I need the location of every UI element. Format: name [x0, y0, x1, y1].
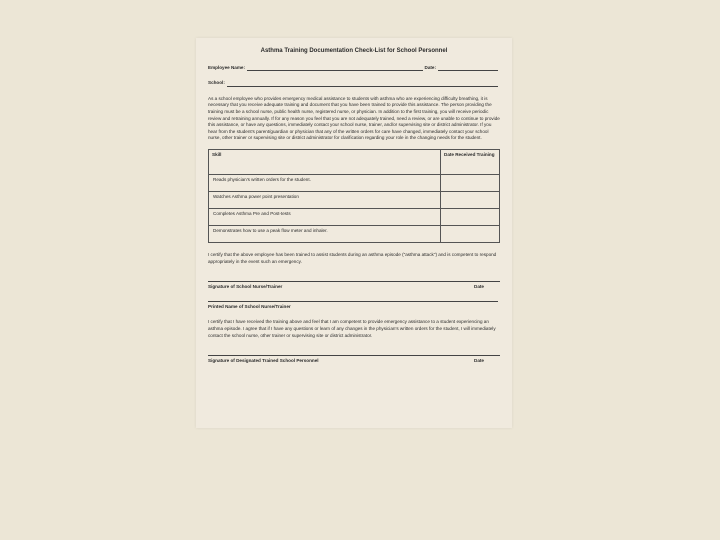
skill-cell: Watches Asthma power point presentation [209, 191, 441, 208]
document-title: Asthma Training Documentation Check-List for School Personnel [260, 48, 448, 54]
skills-header-row [209, 149, 500, 174]
document-page [196, 38, 512, 428]
employee-name-label: Employee Name: [208, 64, 246, 70]
date-cell [441, 208, 500, 225]
table-row [209, 191, 500, 208]
employee-name-blank [247, 65, 422, 71]
printed-name-label: Printed Name of School Nurse/Trainer [208, 301, 498, 311]
date-cell [441, 174, 500, 191]
date-blank [438, 65, 498, 71]
school-blank [227, 81, 498, 87]
date-label: Date: [424, 64, 436, 70]
skill-cell: Reads physician's written orders for the student. [209, 174, 441, 191]
personnel-signature-label: Signature of Designated Trained School Personnel [208, 358, 319, 364]
intro-paragraph: As a school employee who provides emergency medical assistance to students with asthma who are experiencing difficulty breathing, it is necessary that you receive adequate training and document that you have been trained to provide this assistance. The person providing the training must be a school nurse, public health nurse, registered nurse, or physician. In addition to the first training, you will receive periodic review and retraining annually. If for any reason you feel that you are not adequately trained, need a review, or are unable to continue to provide this assistance, or have any questions, immediately contact your school nurse, trainer, and/or supervising site or district administrator. If you hear from the student's parent/guardian or physician that any of the written orders for care have changed, immediately contact your school nurse, other trainer or supervising site or district administrator for clarification regarding your role in the changing needs for the student. [208, 95, 500, 141]
skill-column-header: Skill [209, 149, 441, 174]
table-row [209, 225, 500, 242]
date-cell [441, 191, 500, 208]
personnel-signature-row [208, 355, 500, 365]
personnel-signature-date-label: Date [474, 358, 484, 364]
trainer-signature-date-label: Date [474, 284, 484, 290]
table-row [209, 208, 500, 225]
skills-table [208, 149, 500, 243]
skill-cell: Completes Asthma Pre and Post-tests [209, 208, 441, 225]
trainer-signature-label: Signature of School Nurse/Trainer [208, 284, 283, 290]
skill-cell: Demonstrates how to use a peak flow meter and inhaler. [209, 225, 441, 242]
school-row [208, 80, 500, 87]
trainer-signature-row [208, 281, 500, 291]
document-content [208, 48, 500, 365]
personnel-certification-text: I certify that I have received the training above and feel that I am competent to provide emergency assistance to a student experiencing an asthma episode. I agree that if I have any questions or learn of any changes in the physician's written orders for the student, I will immediately contact the school nurse, other trainer or supervising site or district administrator. [208, 319, 496, 338]
date-cell [441, 225, 500, 242]
date-received-header: Date Received Training [441, 149, 500, 174]
employee-date-row [208, 65, 500, 72]
table-row [209, 174, 500, 191]
trainer-certification-text: I certify that the above employee has been trained to assist students during an asthma episode ("asthma attack") and is competent to respond appropriately in the event such an emergency. [208, 251, 497, 264]
school-label: School: [208, 80, 225, 86]
